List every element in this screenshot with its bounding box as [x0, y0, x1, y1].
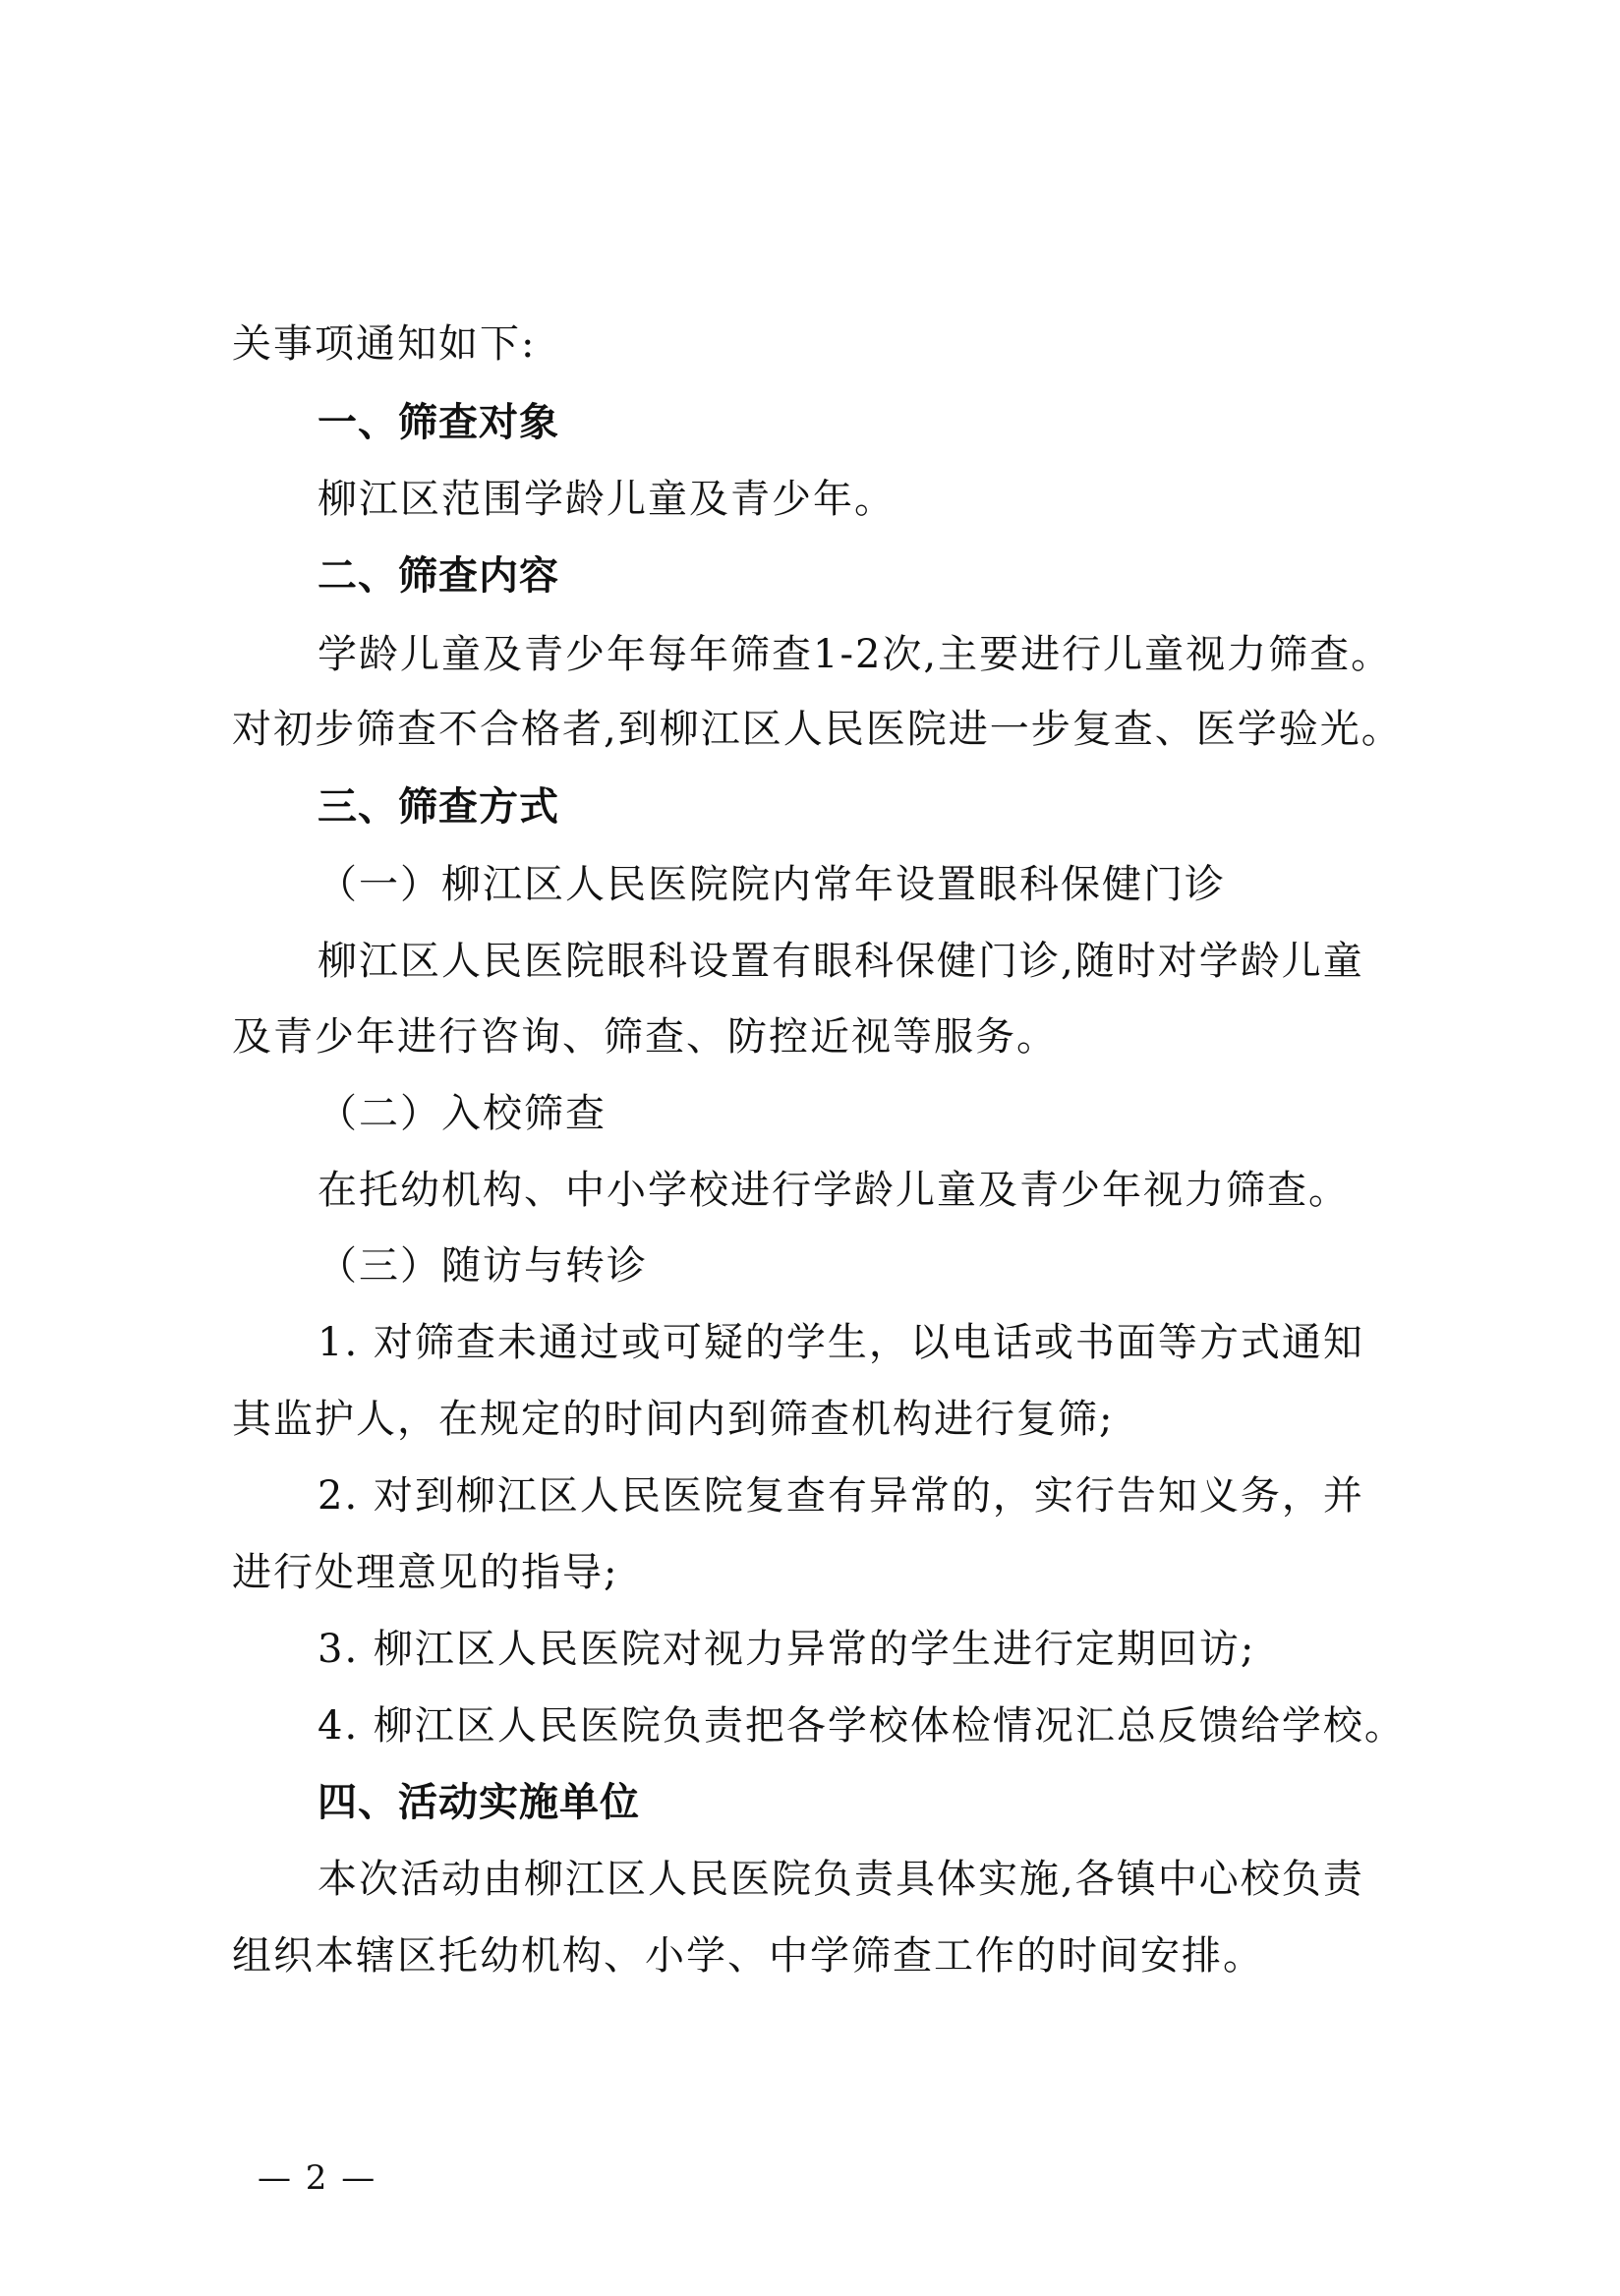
list-item-1-continued: 其监护人，在规定的时间内到筛查机构进行复筛;	[232, 1397, 1115, 1442]
list-item-2-continued: 进行处理意见的指导;	[232, 1550, 619, 1595]
section-heading-1: 一、筛查对象	[318, 400, 559, 445]
intro-line: 关事项通知如下:	[232, 321, 537, 367]
list-item-1: 1. 对筛查未通过或可疑的学生，以电话或书面等方式通知	[318, 1320, 1364, 1365]
paragraph-line: 及青少年进行咨询、筛查、防控近视等服务。	[232, 1014, 1058, 1060]
list-item-2: 2. 对到柳江区人民医院复查有异常的，实行告知义务，并	[318, 1473, 1364, 1519]
paragraph-line: 柳江区人民医院眼科设置有眼科保健门诊,随时对学龄儿童	[318, 939, 1364, 984]
paragraph-line: 本次活动由柳江区人民医院负责具体实施,各镇中心校负责	[318, 1857, 1364, 1902]
subsection-heading-1: （一）柳江区人民医院院内常年设置眼科保健门诊	[318, 862, 1226, 907]
page-number: — 2 —	[258, 2158, 377, 2198]
list-item-3: 3. 柳江区人民医院对视力异常的学生进行定期回访;	[318, 1627, 1256, 1672]
section-heading-3: 三、筛查方式	[318, 784, 559, 830]
paragraph-line: 学龄儿童及青少年每年筛查1-2次,主要进行儿童视力筛查。	[318, 632, 1393, 677]
subsection-heading-3: （三）随访与转诊	[318, 1243, 648, 1289]
section-heading-4: 四、活动实施单位	[318, 1780, 640, 1825]
paragraph-line: 组织本辖区托幼机构、小学、中学筛查工作的时间安排。	[232, 1933, 1264, 1979]
paragraph-line: 在托幼机构、中小学校进行学龄儿童及青少年视力筛查。	[318, 1168, 1350, 1213]
section-heading-2: 二、筛查内容	[318, 553, 559, 599]
paragraph-line: 柳江区范围学龄儿童及青少年。	[318, 477, 896, 522]
subsection-heading-2: （二）入校筛查	[318, 1091, 607, 1136]
list-item-4: 4. 柳江区人民医院负责把各学校体检情况汇总反馈给学校。	[318, 1703, 1406, 1749]
paragraph-line: 对初步筛查不合格者,到柳江区人民医院进一步复查、医学验光。	[232, 707, 1403, 752]
